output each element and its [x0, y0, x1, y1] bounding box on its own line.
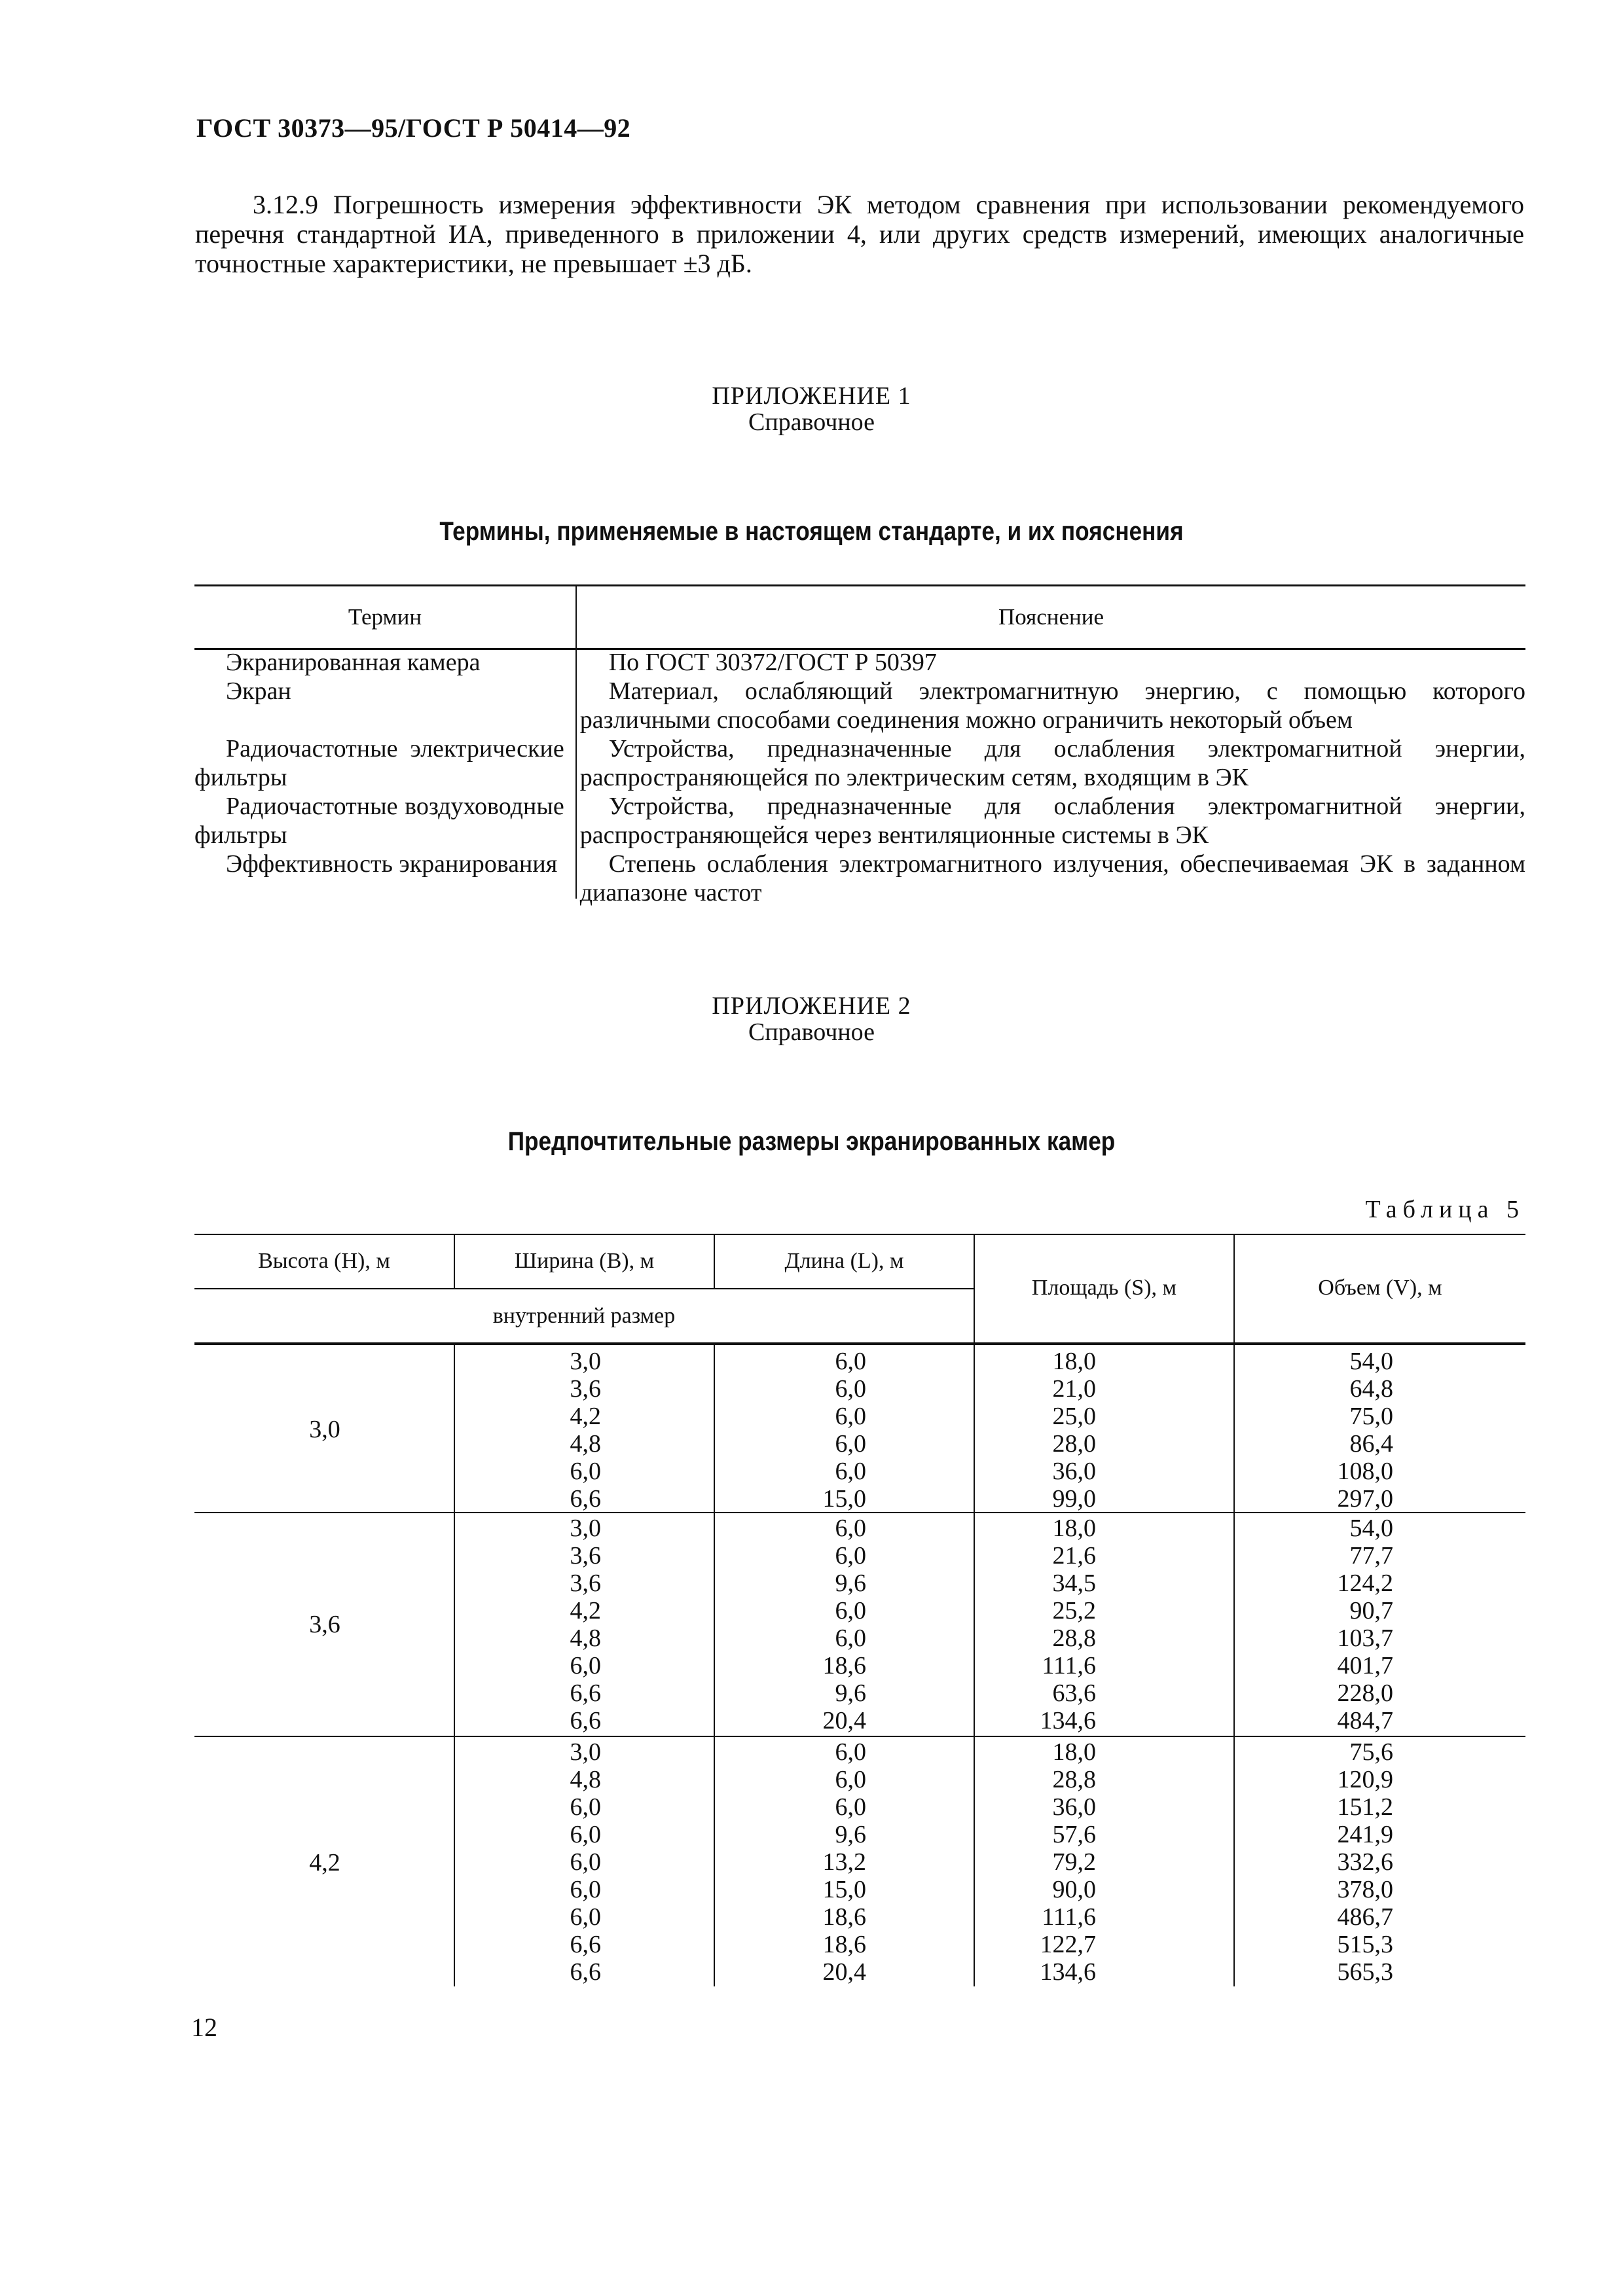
table-row — [194, 648, 1525, 677]
table-cell: 111,6 — [1042, 1652, 1096, 1679]
table-cell: 18,6 — [822, 1652, 866, 1679]
group-height-cell: 3,0 — [309, 1416, 340, 1443]
annex1-label: ПРИЛОЖЕНИЕ 1 — [712, 382, 911, 410]
table-cell: 134,6 — [1040, 1958, 1096, 1986]
table-cell: 6,0 — [570, 1876, 601, 1903]
annex1-type: Справочное — [748, 408, 875, 436]
header-width: Ширина (B), м — [514, 1248, 655, 1273]
terms-table-body — [194, 648, 1525, 907]
table-cell: 515,3 — [1337, 1931, 1393, 1958]
term-cell: Радиочастотные воздуховодные фильтры — [194, 793, 564, 849]
header-inner-size: внутренний размер — [492, 1303, 676, 1328]
table-row — [194, 677, 1525, 734]
table-cell: 6,0 — [835, 1597, 866, 1624]
table-cell: 36,0 — [1052, 1458, 1096, 1485]
explanation-cell: Материал, ослабляющий электромагнитную энергию, с помощью которого различными способами соединения можно ограничить некоторый объем — [579, 677, 1525, 734]
table-cell: 15,0 — [822, 1485, 866, 1513]
table-cell: 99,0 — [1052, 1485, 1096, 1513]
terms-table-header — [194, 584, 1525, 650]
table-cell: 4,2 — [570, 1597, 601, 1624]
table-cell: 6,0 — [570, 1458, 601, 1485]
width-column — [458, 1515, 601, 1734]
table-cell: 4,8 — [570, 1430, 601, 1458]
table-cell: 565,3 — [1337, 1958, 1393, 1986]
table-cell: 20,4 — [822, 1958, 866, 1986]
table-cell: 28,0 — [1052, 1430, 1096, 1458]
volume-column — [1238, 1738, 1393, 1986]
table-cell: 18,6 — [822, 1903, 866, 1931]
term-cell: Экранированная камера — [226, 649, 481, 676]
table-cell: 124,2 — [1337, 1570, 1393, 1597]
header-area: Площадь (S), м — [1031, 1276, 1177, 1300]
table-cell: 15,0 — [822, 1876, 866, 1903]
table-cell: 3,6 — [570, 1570, 601, 1597]
header-length: Длина (L), м — [784, 1248, 904, 1273]
header-volume: Объем (V), м — [1318, 1276, 1442, 1300]
length-column — [718, 1738, 866, 1986]
table-cell: 25,2 — [1052, 1597, 1096, 1624]
table-cell: 4,8 — [570, 1624, 601, 1652]
table-cell: 297,0 — [1337, 1485, 1393, 1513]
length-column — [718, 1348, 866, 1513]
term-cell: Эффективность экранирования — [226, 850, 558, 878]
table-row — [194, 792, 1525, 850]
table-cell: 120,9 — [1337, 1766, 1393, 1793]
table-cell: 6,0 — [835, 1515, 866, 1542]
table-cell: 6,6 — [570, 1707, 601, 1734]
table-cell: 75,6 — [1349, 1738, 1393, 1766]
table-cell: 36,0 — [1052, 1793, 1096, 1821]
table-cell: 241,9 — [1337, 1821, 1393, 1848]
table-cell: 6,0 — [570, 1652, 601, 1679]
table-cell: 57,6 — [1052, 1821, 1096, 1848]
annex1-title: Термины, применяемые в настоящем стандарте, и их пояснения — [439, 517, 1184, 546]
explanation-cell: По ГОСТ 30372/ГОСТ Р 50397 — [608, 649, 937, 676]
table-cell: 484,7 — [1337, 1707, 1393, 1734]
volume-column — [1238, 1348, 1393, 1513]
table-cell: 4,8 — [570, 1766, 601, 1793]
table-row — [194, 734, 1525, 792]
group-separator — [194, 1736, 1525, 1737]
annex2-heading — [0, 993, 1623, 1045]
table-cell: 9,6 — [835, 1821, 866, 1848]
table-cell: 90,0 — [1052, 1876, 1096, 1903]
table-cell: 6,0 — [835, 1403, 866, 1430]
terms-header-term: Термин — [348, 604, 422, 630]
table-cell: 6,0 — [835, 1375, 866, 1403]
table-cell: 6,0 — [835, 1766, 866, 1793]
table-cell: 18,0 — [1052, 1348, 1096, 1375]
table-cell: 64,8 — [1349, 1375, 1393, 1403]
term-cell: Экран — [226, 677, 291, 705]
table-cell: 9,6 — [835, 1679, 866, 1707]
table-cell: 18,6 — [822, 1931, 866, 1958]
table-cell: 28,8 — [1052, 1766, 1096, 1793]
table-cell: 122,7 — [1040, 1931, 1096, 1958]
table-cell: 79,2 — [1052, 1848, 1096, 1876]
table5-body-divider — [974, 1345, 975, 1986]
table-cell: 332,6 — [1337, 1848, 1393, 1876]
table-cell: 3,0 — [570, 1738, 601, 1766]
page-number: 12 — [191, 2013, 217, 2042]
table-cell: 3,6 — [570, 1375, 601, 1403]
table-cell: 6,0 — [570, 1903, 601, 1931]
table-cell: 21,0 — [1052, 1375, 1096, 1403]
annex2-title: Предпочтительные размеры экранированных камер — [507, 1127, 1116, 1156]
table-cell: 34,5 — [1052, 1570, 1096, 1597]
annex2-label: ПРИЛОЖЕНИЕ 2 — [712, 992, 911, 1020]
table-cell: 6,0 — [570, 1848, 601, 1876]
table-cell: 3,0 — [570, 1348, 601, 1375]
table5-body-divider — [714, 1345, 715, 1986]
table-cell: 151,2 — [1337, 1793, 1393, 1821]
terms-header-explanation: Пояснение — [998, 604, 1104, 630]
width-column — [458, 1348, 601, 1513]
table-cell: 54,0 — [1349, 1515, 1393, 1542]
table-cell: 21,6 — [1052, 1542, 1096, 1570]
document-header: ГОСТ 30373—95/ГОСТ Р 50414—92 — [196, 113, 631, 143]
table-cell: 75,0 — [1349, 1403, 1393, 1430]
table-cell: 6,0 — [835, 1458, 866, 1485]
table-cell: 103,7 — [1337, 1624, 1393, 1652]
table-cell: 6,0 — [835, 1738, 866, 1766]
table-cell: 6,0 — [835, 1542, 866, 1570]
table-cell: 18,0 — [1052, 1515, 1096, 1542]
table-cell: 77,7 — [1349, 1542, 1393, 1570]
table-cell: 6,0 — [835, 1348, 866, 1375]
table-cell: 20,4 — [822, 1707, 866, 1734]
table-cell: 63,6 — [1052, 1679, 1096, 1707]
table-cell: 13,2 — [822, 1848, 866, 1876]
group-height-cell: 4,2 — [309, 1849, 340, 1876]
table-cell: 90,7 — [1349, 1597, 1393, 1624]
clause-3-12-9: 3.12.9 Погрешность измерения эффективности ЭК методом сравнения при использовании рекомендуемого перечня стандартной ИА, приведенного в приложении 4, или других средств измерений, имеющих аналогичные точностные характеристики, не превышает ±3 дБ. — [195, 190, 1524, 278]
table-cell: 3,0 — [570, 1515, 601, 1542]
table-cell: 378,0 — [1337, 1876, 1393, 1903]
group-height-cell: 3,6 — [309, 1611, 340, 1638]
table-number-label: Таблица 5 — [1365, 1196, 1525, 1223]
explanation-cell: Степень ослабления электромагнитного излучения, обеспечиваемая ЭК в заданном диапазоне частот — [579, 850, 1525, 906]
table-cell: 28,8 — [1052, 1624, 1096, 1652]
table-cell: 486,7 — [1337, 1903, 1393, 1931]
table-cell: 4,2 — [570, 1403, 601, 1430]
width-column — [458, 1738, 601, 1986]
explanation-cell: Устройства, предназначенные для ослабления электромагнитной энергии, распространяющейся по электрическим сетям, входящим в ЭК — [579, 735, 1525, 791]
volume-column — [1238, 1515, 1393, 1734]
annex1-heading — [0, 383, 1623, 435]
table-cell: 108,0 — [1337, 1458, 1393, 1485]
table-row — [194, 850, 1525, 907]
annex2-type: Справочное — [748, 1018, 875, 1046]
table-cell: 228,0 — [1337, 1679, 1393, 1707]
table-cell: 3,6 — [570, 1542, 601, 1570]
area-column — [978, 1738, 1096, 1986]
table5-body-divider — [1233, 1345, 1235, 1986]
term-cell: Радиочастотные электрические фильтры — [194, 735, 564, 791]
table-cell: 6,6 — [570, 1485, 601, 1513]
table-cell: 401,7 — [1337, 1652, 1393, 1679]
area-column — [978, 1348, 1096, 1513]
table-cell: 6,6 — [570, 1958, 601, 1986]
table-cell: 25,0 — [1052, 1403, 1096, 1430]
table-cell: 6,0 — [570, 1793, 601, 1821]
table-cell: 54,0 — [1349, 1348, 1393, 1375]
table5-header-bottom-rule — [194, 1342, 1525, 1345]
table-cell: 6,6 — [570, 1679, 601, 1707]
table-cell: 86,4 — [1349, 1430, 1393, 1458]
length-column — [718, 1515, 866, 1734]
explanation-cell: Устройства, предназначенные для ослабления электромагнитной энергии, распространяющейся через вентиляционные системы в ЭК — [579, 793, 1525, 849]
area-column — [978, 1515, 1096, 1734]
table-cell: 134,6 — [1040, 1707, 1096, 1734]
table-cell: 18,0 — [1052, 1738, 1096, 1766]
table-cell: 111,6 — [1042, 1903, 1096, 1931]
header-height: Высота (H), м — [258, 1248, 390, 1273]
table-cell: 6,0 — [835, 1793, 866, 1821]
table-cell: 9,6 — [835, 1570, 866, 1597]
table-cell: 6,0 — [835, 1624, 866, 1652]
table-cell: 6,6 — [570, 1931, 601, 1958]
table-cell: 6,0 — [835, 1430, 866, 1458]
table-cell: 6,0 — [570, 1821, 601, 1848]
